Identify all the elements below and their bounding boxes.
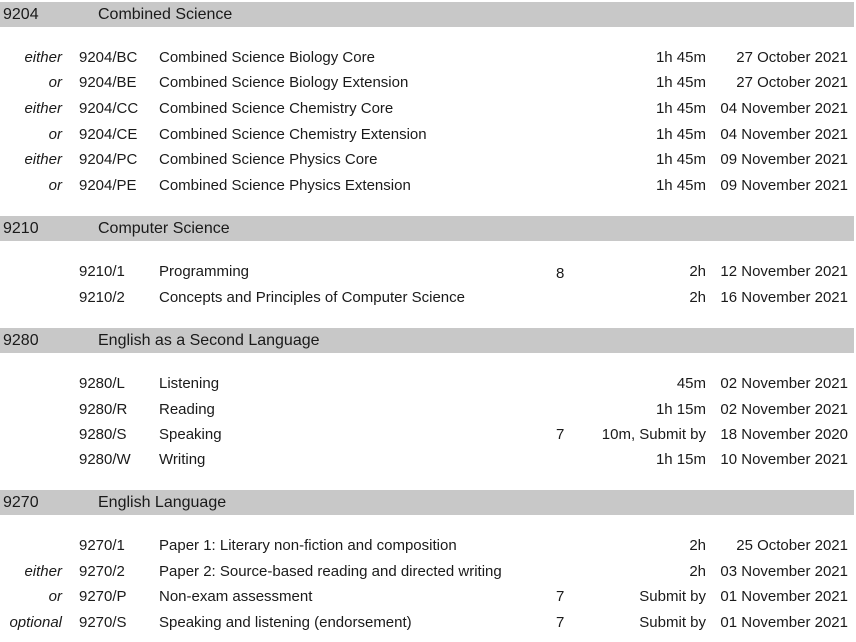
paper-date: 04 November 2021 xyxy=(720,100,848,117)
paper-date: 09 November 2021 xyxy=(720,177,848,194)
paper-name: Writing xyxy=(159,451,206,468)
paper-row xyxy=(0,563,856,585)
paper-code: 9204/CE xyxy=(79,126,138,143)
paper-name: Non-exam assessment xyxy=(159,588,313,605)
subject-title: English as a Second Language xyxy=(98,332,320,349)
paper-date: 10 November 2021 xyxy=(720,451,848,468)
paper-date: 04 November 2021 xyxy=(720,126,848,143)
paper-marks: 8 xyxy=(556,265,565,282)
paper-date: 01 November 2021 xyxy=(720,588,848,605)
paper-code: 9204/PE xyxy=(79,177,137,194)
paper-row xyxy=(0,49,856,71)
paper-name: Combined Science Biology Core xyxy=(159,49,375,66)
section-english-second-language xyxy=(0,328,856,353)
subject-title: Combined Science xyxy=(98,6,233,23)
paper-date: 01 November 2021 xyxy=(720,614,848,631)
paper-duration: 1h 15m xyxy=(655,451,706,468)
subject-code: 9270 xyxy=(3,494,39,511)
paper-row xyxy=(0,126,856,148)
paper-row xyxy=(0,451,856,473)
paper-code: 9204/BC xyxy=(79,49,138,66)
paper-code: 9210/1 xyxy=(79,263,125,280)
paper-option: either xyxy=(24,49,62,66)
paper-option: or xyxy=(48,74,62,91)
paper-row xyxy=(0,289,856,311)
paper-name: Combined Science Chemistry Extension xyxy=(159,126,427,143)
paper-name: Combined Science Chemistry Core xyxy=(159,100,394,117)
paper-code: 9204/CC xyxy=(79,100,139,117)
paper-code: 9270/S xyxy=(79,614,127,631)
paper-date: 02 November 2021 xyxy=(720,375,848,392)
paper-row xyxy=(0,375,856,397)
paper-name: Speaking and listening (endorsement) xyxy=(159,614,412,631)
paper-date: 09 November 2021 xyxy=(720,151,848,168)
paper-date: 25 October 2021 xyxy=(736,537,848,554)
paper-duration: Submit by xyxy=(639,588,706,605)
paper-duration: 2h xyxy=(689,563,706,580)
paper-date: 18 November 2020 xyxy=(720,426,848,443)
paper-duration: 10m, Submit by xyxy=(601,426,706,443)
paper-date: 27 October 2021 xyxy=(736,49,848,66)
paper-name: Programming xyxy=(159,263,250,280)
paper-row xyxy=(0,74,856,96)
paper-row xyxy=(0,263,856,285)
paper-row xyxy=(0,401,856,423)
paper-duration: 1h 15m xyxy=(655,401,706,418)
paper-date: 03 November 2021 xyxy=(720,563,848,580)
paper-row xyxy=(0,537,856,559)
paper-duration: 45m xyxy=(676,375,706,392)
paper-name: Combined Science Physics Core xyxy=(159,151,378,168)
paper-date: 12 November 2021 xyxy=(720,263,848,280)
section-header xyxy=(0,2,854,27)
paper-code: 9204/PC xyxy=(79,151,138,168)
paper-code: 9270/1 xyxy=(79,537,125,554)
paper-code: 9280/W xyxy=(79,451,131,468)
paper-marks: 7 xyxy=(556,588,565,605)
paper-row xyxy=(0,426,856,448)
paper-duration: Submit by xyxy=(639,614,706,631)
paper-name: Listening xyxy=(159,375,220,392)
paper-option: either xyxy=(24,563,62,580)
paper-row xyxy=(0,177,856,199)
paper-code: 9280/L xyxy=(79,375,125,392)
paper-row xyxy=(0,151,856,173)
paper-option: either xyxy=(24,151,62,168)
paper-marks: 7 xyxy=(556,614,565,631)
paper-code: 9204/BE xyxy=(79,74,137,91)
paper-duration: 2h xyxy=(689,537,706,554)
paper-name: Concepts and Principles of Computer Science xyxy=(159,289,465,306)
paper-row xyxy=(0,614,856,636)
paper-option: or xyxy=(48,126,62,143)
paper-duration: 1h 45m xyxy=(655,126,706,143)
paper-name: Combined Science Biology Extension xyxy=(159,74,409,91)
section-english-language xyxy=(0,490,856,515)
subject-code: 9280 xyxy=(3,332,39,349)
section-header xyxy=(0,490,854,515)
paper-name: Combined Science Physics Extension xyxy=(159,177,411,194)
paper-date: 27 October 2021 xyxy=(736,74,848,91)
paper-option: optional xyxy=(9,614,62,631)
section-header xyxy=(0,216,854,241)
paper-option: or xyxy=(48,588,62,605)
paper-name: Paper 1: Literary non-fiction and composition xyxy=(159,537,457,554)
subject-title: Computer Science xyxy=(98,220,230,237)
paper-row xyxy=(0,100,856,122)
paper-name: Speaking xyxy=(159,426,222,443)
subject-title: English Language xyxy=(98,494,227,511)
paper-duration: 1h 45m xyxy=(655,49,706,66)
paper-duration: 2h xyxy=(689,263,706,280)
paper-code: 9210/2 xyxy=(79,289,125,306)
paper-name: Reading xyxy=(159,401,215,418)
section-computer-science xyxy=(0,216,856,241)
paper-duration: 1h 45m xyxy=(655,100,706,117)
paper-marks: 7 xyxy=(556,426,565,443)
paper-duration: 2h xyxy=(689,289,706,306)
paper-duration: 1h 45m xyxy=(655,177,706,194)
paper-row xyxy=(0,588,856,610)
paper-code: 9280/R xyxy=(79,401,128,418)
subject-code: 9204 xyxy=(3,6,39,23)
paper-duration: 1h 45m xyxy=(655,74,706,91)
section-header xyxy=(0,328,854,353)
paper-code: 9270/2 xyxy=(79,563,125,580)
paper-date: 02 November 2021 xyxy=(720,401,848,418)
subject-code: 9210 xyxy=(3,220,39,237)
paper-option: either xyxy=(24,100,62,117)
paper-code: 9270/P xyxy=(79,588,127,605)
paper-code: 9280/S xyxy=(79,426,127,443)
paper-name: Paper 2: Source-based reading and directed writing xyxy=(159,563,502,580)
paper-duration: 1h 45m xyxy=(655,151,706,168)
paper-date: 16 November 2021 xyxy=(720,289,848,306)
section-combined-science xyxy=(0,2,856,27)
paper-option: or xyxy=(48,177,62,194)
